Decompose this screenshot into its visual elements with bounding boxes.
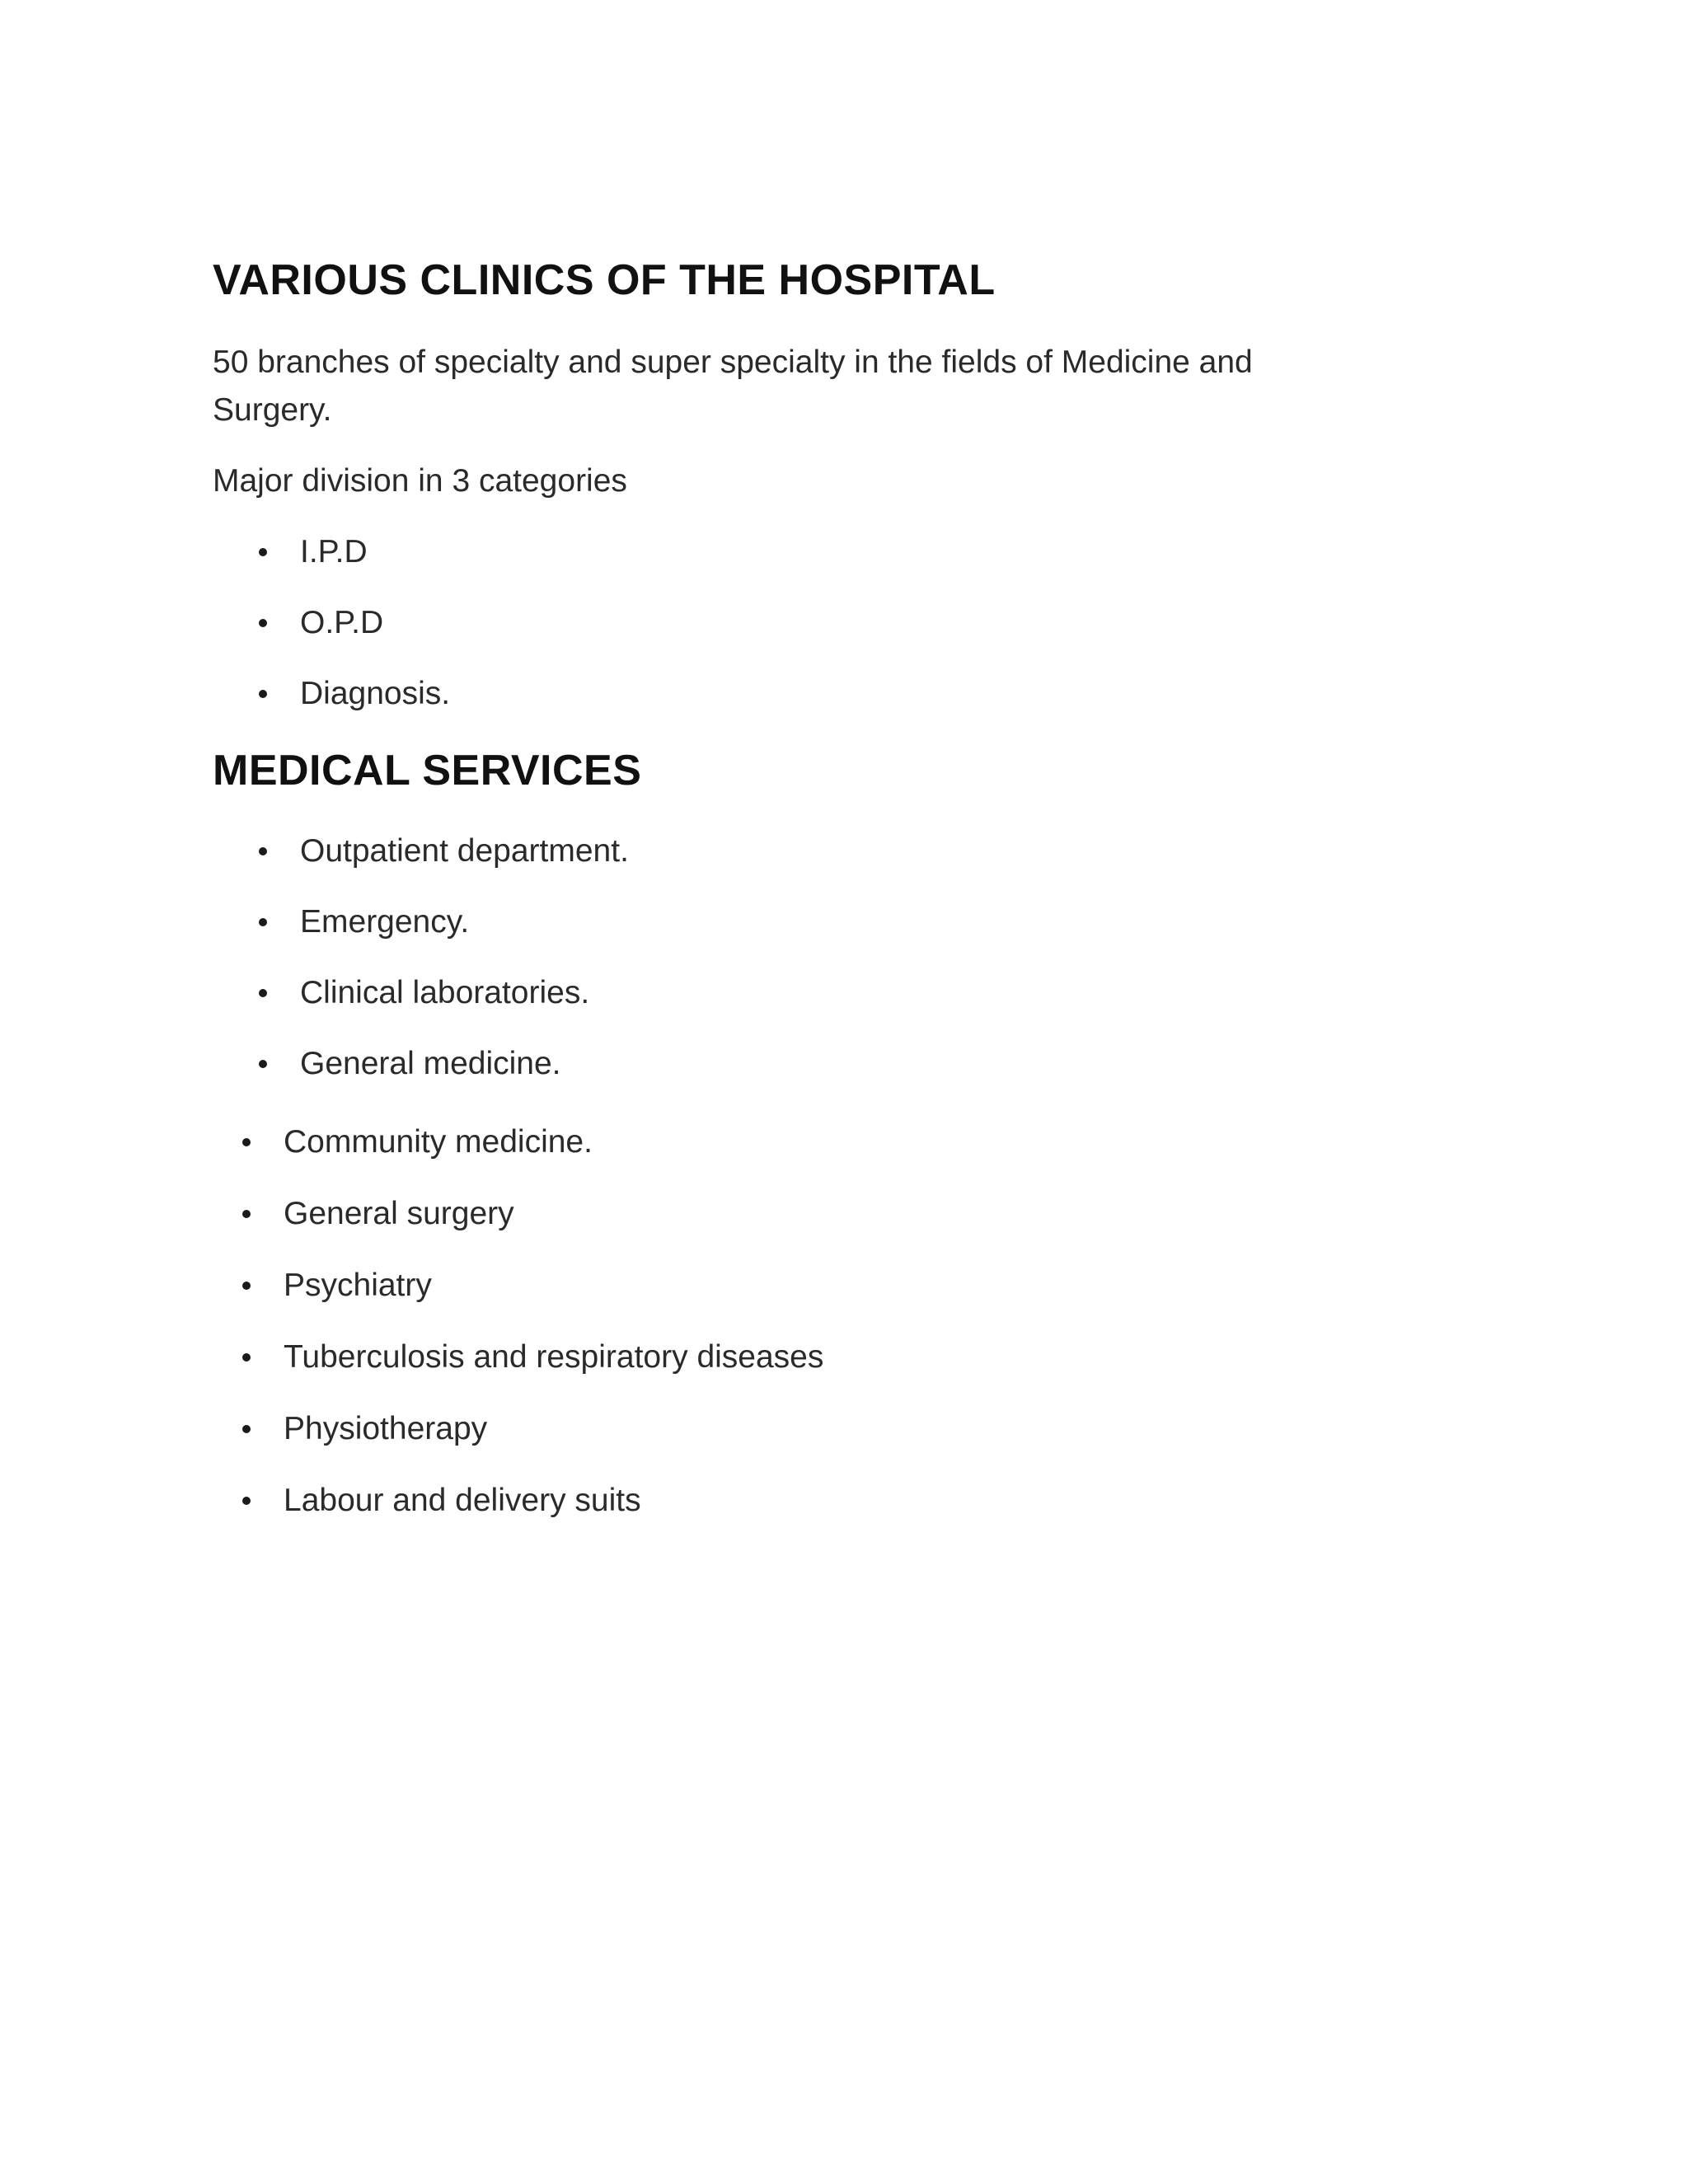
bullet-icon	[242, 1353, 251, 1361]
bullet-icon	[242, 1138, 251, 1146]
list-item-label: Diagnosis.	[300, 676, 451, 711]
list-item	[300, 898, 629, 969]
bullet-icon	[259, 619, 267, 627]
bullet-icon	[259, 989, 267, 997]
list-item-label: Clinical laboratories.	[300, 975, 590, 1010]
list-item-label: General surgery	[284, 1196, 514, 1231]
bullet-icon	[259, 548, 267, 556]
list-item	[284, 1477, 823, 1549]
bullet-icon	[242, 1282, 251, 1290]
list-item-label: Psychiatry	[284, 1268, 432, 1303]
list-item-label: Community medicine.	[284, 1124, 593, 1160]
list-item	[300, 1040, 629, 1111]
bullet-icon	[259, 1060, 267, 1068]
medical-services-heading: MEDICAL SERVICES	[213, 747, 642, 794]
division-intro: Major division in 3 categories	[213, 463, 627, 499]
bullet-icon	[242, 1210, 251, 1218]
list-item	[300, 599, 450, 670]
list-item-label: Emergency.	[300, 904, 470, 940]
list-item	[300, 670, 450, 741]
list-item-label: Physiotherapy	[284, 1411, 488, 1446]
list-item	[284, 1262, 823, 1333]
list-item-label: Outpatient department.	[300, 833, 629, 869]
list-item-label: I.P.D	[300, 534, 368, 569]
category-list	[300, 528, 450, 741]
list-item	[284, 1405, 823, 1477]
services-list-secondary	[284, 1118, 823, 1549]
list-item	[300, 528, 450, 599]
intro-paragraph: 50 branches of specialty and super specialty in the fields of Medicine and Surgery.	[213, 344, 1253, 428]
list-item	[284, 1118, 823, 1190]
list-item-label: Labour and delivery suits	[284, 1483, 641, 1518]
bullet-icon	[259, 918, 267, 926]
clinics-heading: VARIOUS CLINICS OF THE HOSPITAL	[213, 256, 996, 304]
list-item	[300, 969, 629, 1040]
list-item	[284, 1333, 823, 1405]
bullet-icon	[242, 1497, 251, 1505]
bullet-icon	[259, 847, 267, 855]
list-item	[284, 1190, 823, 1262]
list-item-label: O.P.D	[300, 605, 384, 640]
services-list-primary	[300, 827, 629, 1111]
list-item-label: Tuberculosis and respiratory diseases	[284, 1339, 824, 1375]
bullet-icon	[259, 690, 267, 698]
list-item	[300, 827, 629, 898]
bullet-icon	[242, 1425, 251, 1433]
list-item-label: General medicine.	[300, 1046, 561, 1081]
